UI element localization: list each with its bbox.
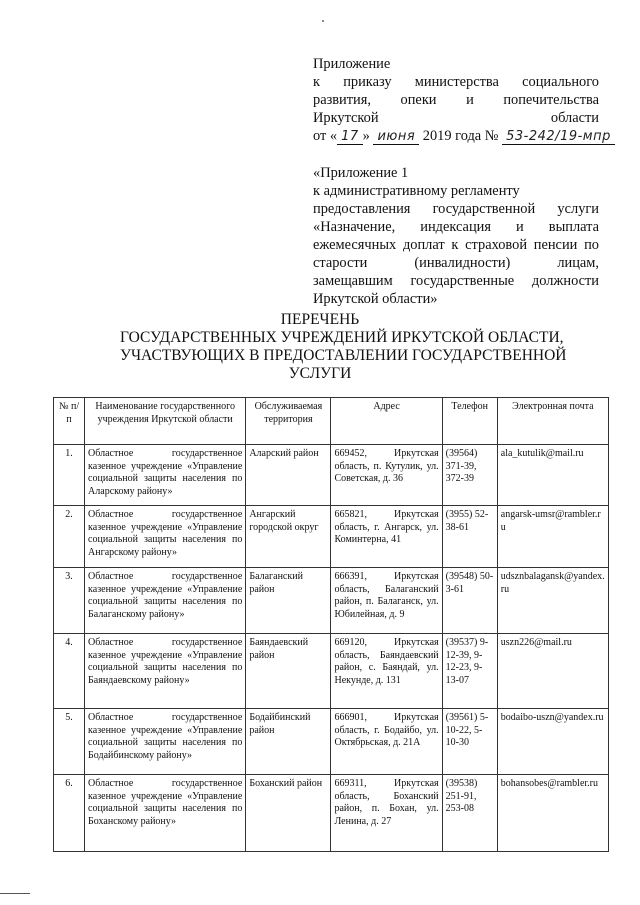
order-date-prefix: от « [313, 128, 338, 144]
institutions-table [53, 397, 609, 852]
cell-email: bodaibo-uszn@yandex.ru [497, 709, 608, 775]
cell-email: bohansobes@rambler.ru [497, 775, 608, 852]
page-footer-rule [0, 893, 30, 894]
cell-name: Областное государственное казенное учреждение «Управление социальной защиты населения по Бодайбинскому району» [85, 709, 246, 775]
appendix2-line-1: «Приложение 1 [313, 165, 409, 181]
header-num: № п/п [54, 398, 85, 445]
cell-address: 669120, Иркутская область, Баяндаевский район, с. Баяндай, ул. Некунде, д. 131 [331, 634, 442, 709]
cell-email: uszn226@mail.ru [497, 634, 608, 709]
table-header-row [54, 398, 609, 445]
cell-phone: (39538) 251-91, 253-08 [442, 775, 497, 852]
header-name: Наименование государственного учреждения Иркутской области [85, 398, 246, 445]
cell-name: Областное государственное казенное учреждение «Управление социальной защиты населения по Аларскому району» [85, 445, 246, 506]
appendix2-line-7: замещавшим государственные должности [313, 273, 599, 289]
cell-num: 3. [54, 568, 85, 634]
title-line-4: УСЛУГИ [288, 365, 352, 382]
cell-email: udsznbalagansk@yandex.ru [497, 568, 608, 634]
cell-name: Областное государственное казенное учреждение «Управление социальной защиты населения по Баяндаевскому району» [85, 634, 246, 709]
order-date-line [313, 127, 611, 146]
cell-address: 666901, Иркутская область, г. Бодайбо, ул. Октябрьская, д. 21А [331, 709, 442, 775]
cell-phone: (3955) 52-38-61 [442, 506, 497, 568]
cell-territory: Баяндаевский район [246, 634, 331, 709]
document-title [120, 311, 567, 383]
table-row [54, 445, 609, 506]
order-year: 2019 года № [422, 128, 499, 144]
table-row [54, 709, 609, 775]
cell-num: 1. [54, 445, 85, 506]
cell-email: angarsk-umsr@rambler.ru [497, 506, 608, 568]
cell-address: 665821, Иркутская область, г. Ангарск, ул. Коминтерна, 41 [331, 506, 442, 568]
table-row [54, 506, 609, 568]
title-line-1: ПЕРЕЧЕНЬ [280, 311, 360, 328]
cell-num: 2. [54, 506, 85, 568]
title-line-3: УЧАСТВУЮЩИХ В ПРЕДОСТАВЛЕНИИ ГОСУДАРСТВЕННОЙ [120, 347, 567, 364]
table-row [54, 568, 609, 634]
cell-phone: (39548) 50-3-61 [442, 568, 497, 634]
cell-phone: (39564) 371-39, 372-39 [442, 445, 497, 506]
appendix-line-1: Приложение [313, 56, 391, 72]
cell-address: 669311, Иркутская область, Боханский район, п. Бохан, ул. Ленина, д. 27 [331, 775, 442, 852]
scan-speck [322, 20, 324, 22]
order-date-mid: » [362, 128, 370, 144]
header-phone: Телефон [442, 398, 497, 445]
cell-num: 4. [54, 634, 85, 709]
table-row [54, 634, 609, 709]
table-row [54, 775, 609, 852]
appendix2-line-5: ежемесячных доплат к страховой пенсии по [313, 237, 599, 253]
appendix2-line-3: предоставления государственной услуги [313, 201, 599, 217]
header-territory: Обслуживаемая территория [246, 398, 331, 445]
cell-phone: (39561) 5-10-22, 5-10-30 [442, 709, 497, 775]
cell-address: 666391, Иркутская область, Балаганский район, п. Балаганск, ул. Юбилейная, д. 9 [331, 568, 442, 634]
cell-territory: Балаганский район [246, 568, 331, 634]
cell-email: ala_kutulik@mail.ru [497, 445, 608, 506]
header-email: Электронная почта [497, 398, 608, 445]
appendix-line-3: развития, опеки и попечительства [313, 92, 599, 108]
order-number-handwritten: 53-242/19-мпр [502, 129, 615, 145]
cell-name: Областное государственное казенное учреждение «Управление социальной защиты населения по Балаганскому району» [85, 568, 246, 634]
appendix2-line-8: Иркутской области» [313, 291, 438, 307]
cell-num: 6. [54, 775, 85, 852]
appendix2-line-4: «Назначение, индексация и выплата [313, 219, 599, 235]
cell-name: Областное государственное казенное учреждение «Управление социальной защиты населения по Боханскому району» [85, 775, 246, 852]
appendix2-line-2: к административному регламенту [313, 183, 520, 199]
cell-territory: Бодайбинский район [246, 709, 331, 775]
cell-name: Областное государственное казенное учреждение «Управление социальной защиты населения по Ангарскому району» [85, 506, 246, 568]
cell-territory: Ангарский городской округ [246, 506, 331, 568]
cell-territory: Аларский район [246, 445, 331, 506]
cell-address: 669452, Иркутская область, п. Кутулик, ул. Советская, д. 36 [331, 445, 442, 506]
cell-territory: Боханский район [246, 775, 331, 852]
order-appendix-header [313, 55, 611, 308]
appendix-region-suffix: области [550, 110, 599, 126]
appendix2-line-6: старости (инвалидности) лицам, [313, 255, 599, 271]
appendix-line-2: к приказу министерства социального [313, 74, 599, 90]
order-day-handwritten: 17 [337, 129, 363, 145]
header-address: Адрес [331, 398, 442, 445]
cell-phone: (39537) 9-12-39, 9-12-23, 9-13-07 [442, 634, 497, 709]
appendix-line-4 [313, 109, 599, 127]
title-line-2: ГОСУДАРСТВЕННЫХ УЧРЕЖДЕНИЙ ИРКУТСКОЙ ОБЛАСТИ, [120, 329, 564, 346]
cell-num: 5. [54, 709, 85, 775]
order-month-handwritten: июня [373, 129, 419, 145]
appendix-region: Иркутской [313, 110, 379, 126]
